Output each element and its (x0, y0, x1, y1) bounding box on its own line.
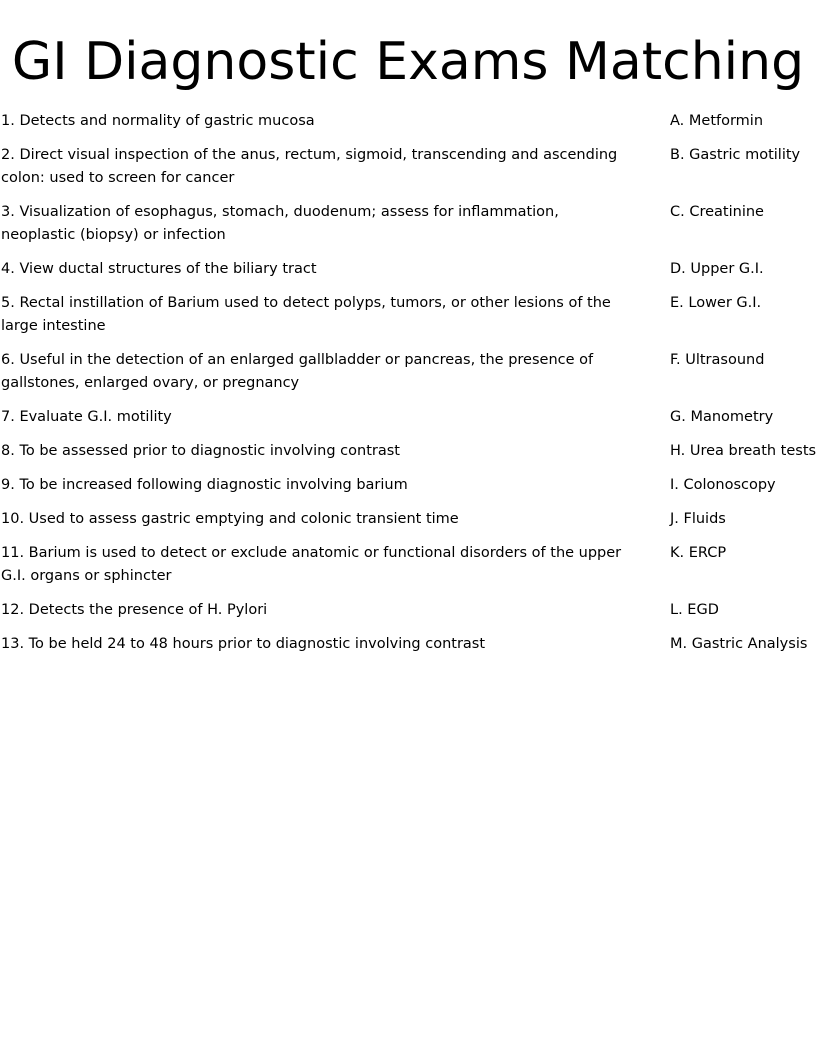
matching-row (0, 633, 816, 667)
answer-option: H. Urea breath tests (670, 443, 816, 459)
matching-row (0, 599, 816, 633)
clue-text: 11. Barium is used to detect or exclude anatomic or functional disorders of the upper G.I. organs or sphincter (1, 545, 622, 584)
matching-row (0, 110, 816, 144)
clue-text: 5. Rectal instillation of Barium used to detect polyps, tumors, or other lesions of the large intestine (1, 295, 611, 334)
answer-option: E. Lower G.I. (670, 295, 762, 311)
clue-text: 8. To be assessed prior to diagnostic involving contrast (1, 443, 400, 459)
answer-option: G. Manometry (670, 409, 774, 425)
matching-row (0, 440, 816, 474)
clue-text: 7. Evaluate G.I. motility (1, 409, 172, 425)
matching-row (0, 292, 816, 349)
clue-text: 13. To be held 24 to 48 hours prior to diagnostic involving contrast (1, 636, 486, 652)
clue-text: 9. To be increased following diagnostic involving barium (1, 477, 408, 493)
answer-option: B. Gastric motility (670, 147, 801, 163)
clue-text: 12. Detects the presence of H. Pylori (1, 602, 268, 618)
matching-row (0, 508, 816, 542)
clue-text: 10. Used to assess gastric emptying and colonic transient time (1, 511, 459, 527)
matching-row (0, 201, 816, 258)
clue-text: 2. Direct visual inspection of the anus, rectum, sigmoid, transcending and ascending colon: used to screen for cancer (1, 147, 618, 186)
answer-option: F. Ultrasound (670, 352, 765, 368)
clue-text: 6. Useful in the detection of an enlarged gallbladder or pancreas, the presence of gallstones, enlarged ovary, or pregnancy (1, 352, 594, 391)
matching-list (0, 110, 816, 667)
matching-row (0, 474, 816, 508)
clue-text: 4. View ductal structures of the biliary tract (1, 261, 317, 277)
page-title: GI Diagnostic Exams Matching (11, 32, 805, 92)
clue-text: 3. Visualization of esophagus, stomach, duodenum; assess for inflammation, neoplastic (biopsy) or infection (1, 204, 559, 243)
answer-option: I. Colonoscopy (670, 477, 776, 493)
matching-row (0, 406, 816, 440)
matching-row (0, 542, 816, 599)
answer-option: J. Fluids (670, 511, 726, 527)
answer-option: M. Gastric Analysis (670, 636, 808, 652)
matching-row (0, 258, 816, 292)
clue-text: 1. Detects and normality of gastric mucosa (1, 113, 315, 129)
answer-option: A. Metformin (670, 113, 764, 129)
answer-option: D. Upper G.I. (670, 261, 764, 277)
answer-option: L. EGD (670, 602, 719, 618)
matching-row (0, 349, 816, 406)
answer-option: C. Creatinine (670, 204, 764, 220)
answer-option: K. ERCP (670, 545, 727, 561)
matching-row (0, 144, 816, 201)
